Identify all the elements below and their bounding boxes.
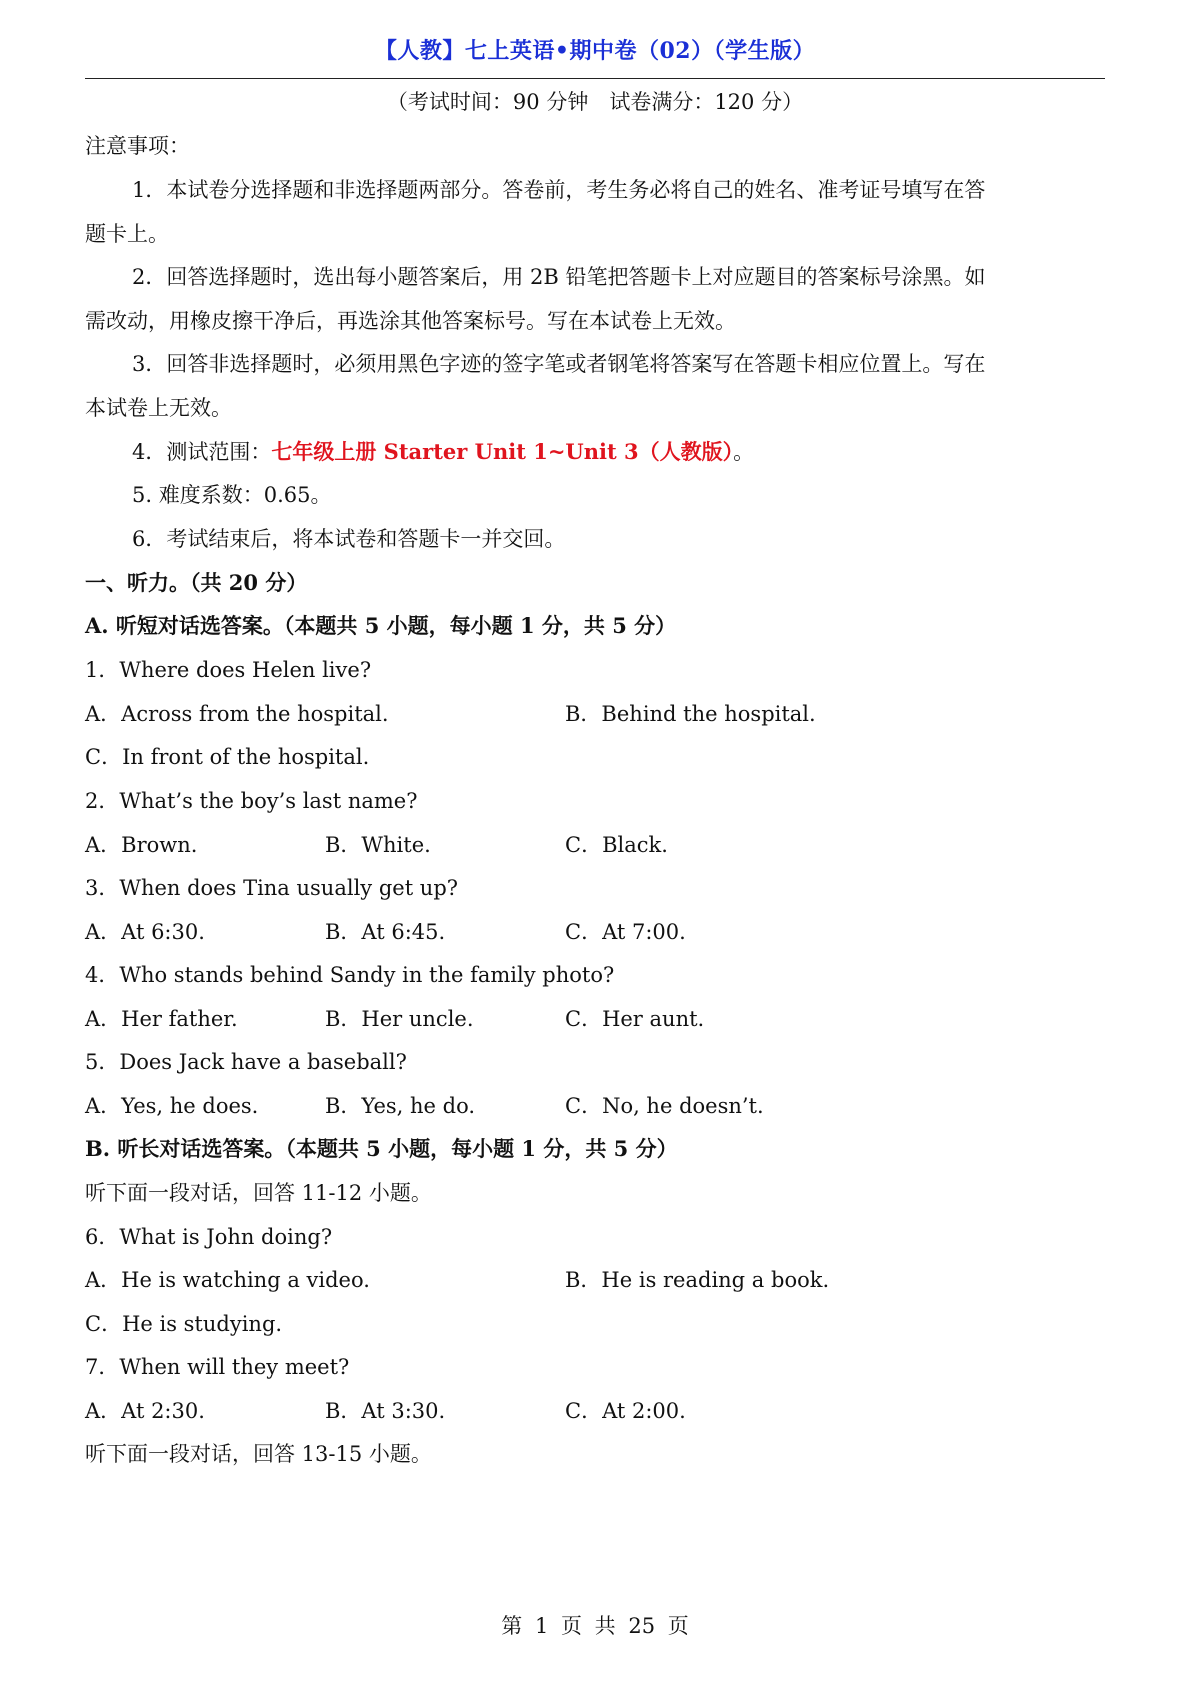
question-2-stem: 2．What’s the boy’s last name? <box>85 789 418 813</box>
question-1-option-c: C．In front of the hospital. <box>85 745 370 769</box>
question-4-option-a: A．Her father. <box>85 1007 238 1031</box>
notice-item-4-prefix: 4．测试范围： <box>132 440 272 464</box>
notice-item-4-suffix: 。 <box>733 440 755 464</box>
question-4-option-c: C．Her aunt. <box>565 1007 705 1031</box>
question-6-option-b: B．He is reading a book. <box>565 1268 830 1292</box>
question-5-options <box>85 1092 1105 1120</box>
question-5-option-a: A．Yes, he does. <box>85 1094 259 1118</box>
notice-item-2-line-2: 需改动，用橡皮擦干净后，再选涂其他答案标号。写在本试卷上无效。 <box>85 309 736 333</box>
question-2-option-b: B．White. <box>325 833 431 857</box>
question-7-stem: 7．When will they meet? <box>85 1355 350 1379</box>
exam-info: （考试时间：90 分钟 试卷满分：120 分） <box>386 90 804 114</box>
question-2-option-c: C．Black. <box>565 833 668 857</box>
question-1-options-row-1 <box>85 700 1105 728</box>
question-7-option-c: C．At 2:00. <box>565 1399 686 1423</box>
question-6-options-row-1 <box>85 1266 1105 1294</box>
notice-item-6: 6．考试结束后，将本试卷和答题卡一并交回。 <box>132 527 566 551</box>
section-1-title: 一、听力。（共 20 分） <box>85 570 308 595</box>
question-3-option-c: C．At 7:00. <box>565 920 686 944</box>
notice-item-2-line-1: 2．回答选择题时，选出每小题答案后，用 2B 铅笔把答题卡上对应题目的答案标号涂黑。如 <box>132 265 986 289</box>
notice-item-3-line-1: 3．回答非选择题时，必须用黑色字迹的签字笔或者钢笔将答案写在答题卡相应位置上。写在 <box>132 352 986 376</box>
notice-item-3-line-2: 本试卷上无效。 <box>85 396 232 420</box>
page-header-title: 【人教】七上英语•期中卷（02）（学生版） <box>374 38 816 64</box>
question-3-option-a: A．At 6:30. <box>85 920 205 944</box>
question-1-stem: 1．Where does Helen live? <box>85 658 372 682</box>
page-footer: 第 1 页 共 25 页 <box>501 1614 689 1638</box>
question-6-option-a: A．He is watching a video. <box>85 1268 370 1292</box>
notice-item-4 <box>132 438 754 466</box>
header-divider <box>85 78 1105 79</box>
question-1-option-a: A．Across from the hospital. <box>85 702 389 726</box>
question-3-stem: 3．When does Tina usually get up? <box>85 876 459 900</box>
question-1-option-b: B．Behind the hospital. <box>565 702 816 726</box>
part-b-intro-1: 听下面一段对话，回答 11-12 小题。 <box>85 1181 432 1205</box>
question-3-options <box>85 918 1105 946</box>
question-2-options <box>85 831 1105 859</box>
question-7-options <box>85 1397 1105 1425</box>
part-a-title: A. 听短对话选答案。（本题共 5 小题，每小题 1 分，共 5 分） <box>85 613 677 638</box>
question-6-stem: 6．What is John doing? <box>85 1225 333 1249</box>
question-4-stem: 4．Who stands behind Sandy in the family photo? <box>85 963 615 987</box>
question-7-option-a: A．At 2:30. <box>85 1399 205 1423</box>
question-5-option-b: B．Yes, he do. <box>325 1094 476 1118</box>
notice-heading: 注意事项： <box>85 134 190 158</box>
question-4-option-b: B．Her uncle. <box>325 1007 474 1031</box>
question-5-stem: 5．Does Jack have a baseball? <box>85 1050 407 1074</box>
question-5-option-c: C．No, he doesn’t. <box>565 1094 764 1118</box>
notice-item-5: 5. 难度系数：0.65。 <box>132 483 332 507</box>
question-3-option-b: B．At 6:45. <box>325 920 446 944</box>
part-b-intro-2: 听下面一段对话，回答 13-15 小题。 <box>85 1442 432 1466</box>
notice-item-1-line-1: 1．本试卷分选择题和非选择题两部分。答卷前，考生务必将自己的姓名、准考证号填写在答 <box>132 178 986 202</box>
question-7-option-b: B．At 3:30. <box>325 1399 446 1423</box>
question-6-option-c: C．He is studying. <box>85 1312 283 1336</box>
part-b-title: B. 听长对话选答案。（本题共 5 小题，每小题 1 分，共 5 分） <box>85 1136 678 1161</box>
question-2-option-a: A．Brown. <box>85 833 198 857</box>
notice-item-1-line-2: 题卡上。 <box>85 222 169 246</box>
test-scope-highlight: 七年级上册 Starter Unit 1~Unit 3（人教版） <box>271 439 734 464</box>
question-4-options <box>85 1005 1105 1033</box>
